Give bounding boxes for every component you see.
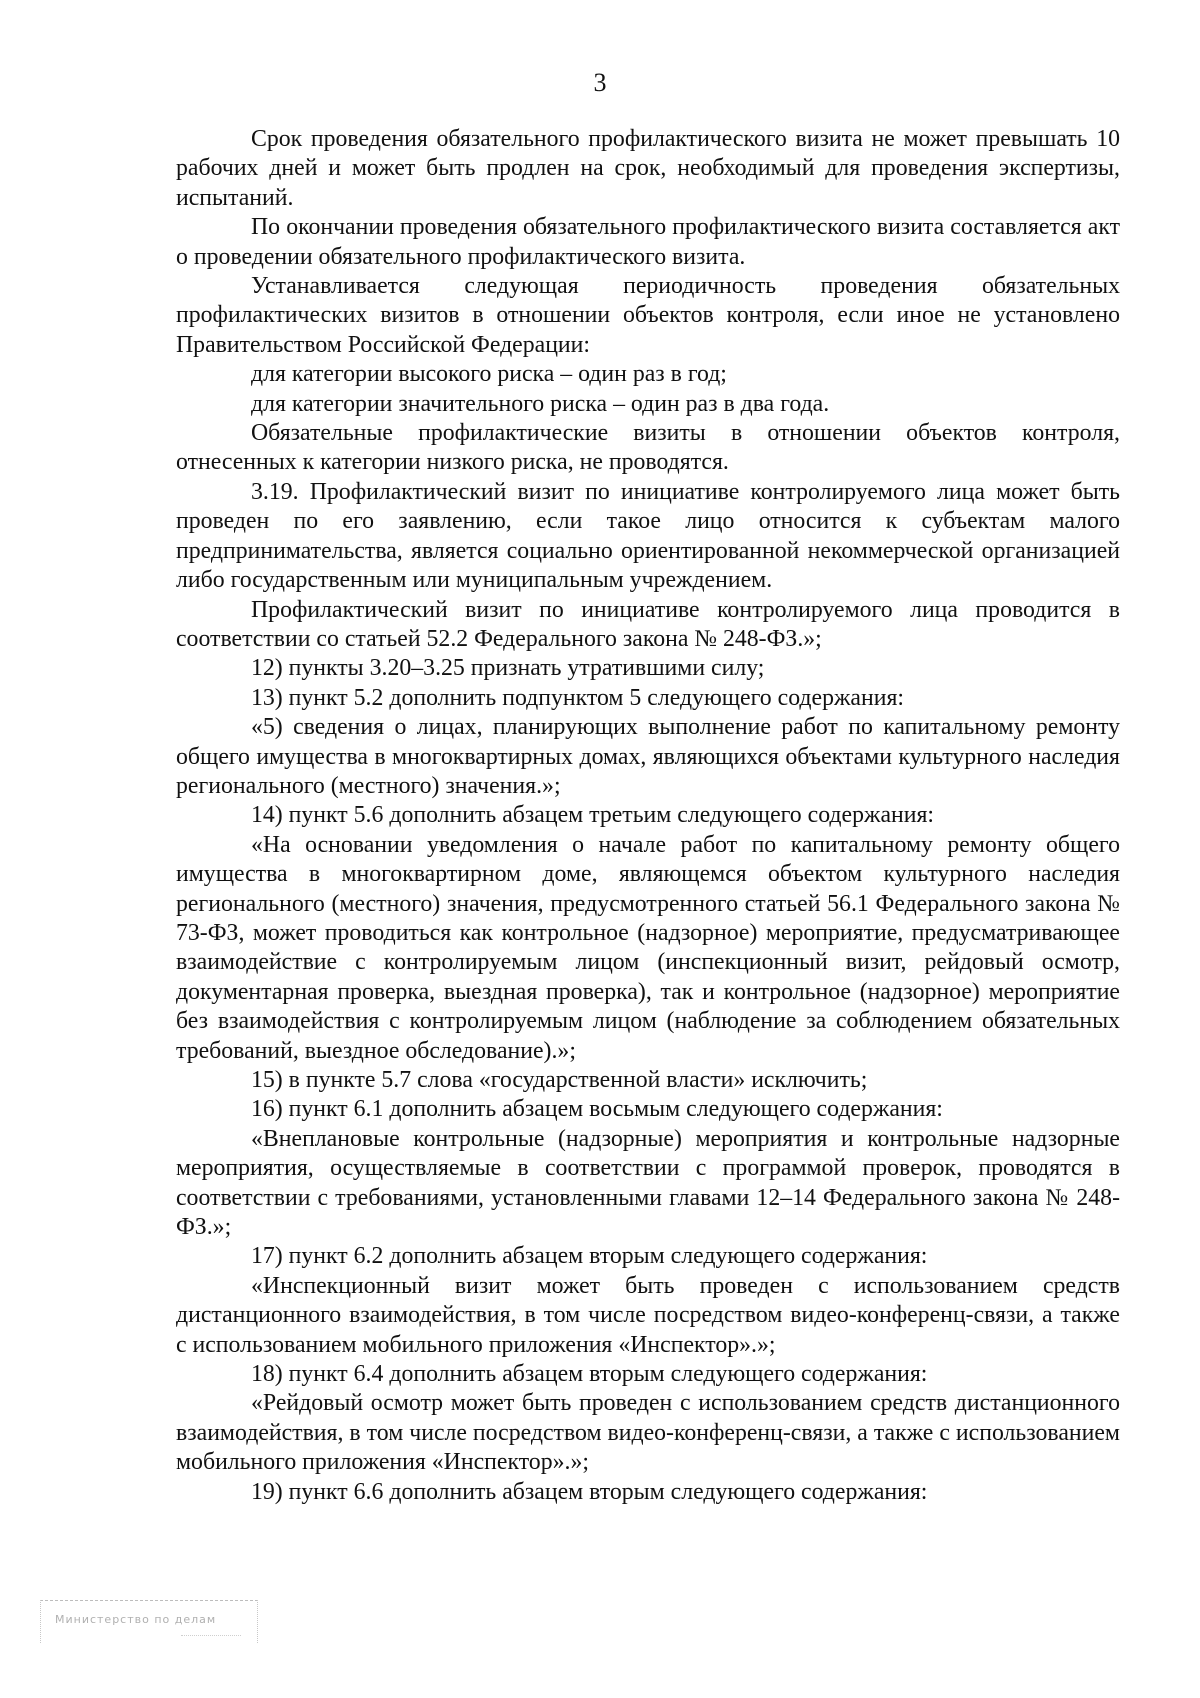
stamp-text: Министерство по делам xyxy=(55,1613,217,1626)
paragraph: «Инспекционный визит может быть проведен с использованием средств дистанционного взаимодействия, в том числе посредством видео-конференц-связи, а также с использованием мобильного приложения «Инспектор».»; xyxy=(176,1272,1120,1358)
paragraph: 14) пункт 5.6 дополнить абзацем третьим следующего содержания: xyxy=(251,802,935,829)
paragraph: «Внеплановые контрольные (надзорные) мероприятия и контрольные надзорные мероприятия, осуществляемые в соответствии с программой проверок, проводятся в соответствии с требованиями, установленными главами 12–14 Федерального закона № 248-ФЗ.»; xyxy=(176,1125,1120,1241)
paragraph: Профилактический визит по инициативе контролируемого лица проводится в соответствии со статьей 52.2 Федерального закона № 248-ФЗ.»; xyxy=(176,596,1120,652)
paragraph: для категории высокого риска – один раз в год; xyxy=(251,361,727,388)
page-number: 3 xyxy=(593,68,607,97)
paragraph: Устанавливается следующая периодичность проведения обязательных профилактических визитов в отношении объектов контроля, если иное не установлено Правительством Российской Федерации: xyxy=(176,273,1120,358)
paragraph: По окончании проведения обязательного профилактического визита составляется акт о проведении обязательного профилактического визита. xyxy=(176,214,1120,270)
paragraph: 3.19. Профилактический визит по инициативе контролируемого лица может быть проведен по его заявлению, если такое лицо относится к субъектам малого предпринимательства, является социально ориентированной некоммерческой организацией либо государственным или муниципальным учреждением. xyxy=(176,478,1120,594)
paragraph: 16) пункт 6.1 дополнить абзацем восьмым следующего содержания: xyxy=(251,1096,943,1123)
paragraph: «На основании уведомления о начале работ по капитальному ремонту общего имущества в многоквартирном доме, являющемся объектом культурного наследия регионального (местного) значения, предусмотренного статьей 56.1 Федерального закона № 73-ФЗ, может проводиться как контрольное (надзорное) мероприятие, предусматривающее взаимодействие с контролируемым лицом (инспекционный визит, рейдовый осмотр, документарная проверка, выездная проверка), так и контрольное (надзорное) мероприятие без взаимодействия с контролируемым лицом (наблюдение за соблюдением обязательных требований, выездное обследование).»; xyxy=(176,831,1120,1064)
paragraph: 12) пункты 3.20–3.25 признать утратившими силу; xyxy=(251,655,765,682)
document-body xyxy=(176,125,1120,1507)
paragraph: Срок проведения обязательного профилактического визита не может превышать 10 рабочих дней и может быть продлен на срок, необходимый для проведения экспертизы, испытаний. xyxy=(176,126,1120,211)
paragraph: «5) сведения о лицах, планирующих выполнение работ по капитальному ремонту общего имущества в многоквартирных домах, являющихся объектами культурного наследия регионального (местного) значения.»; xyxy=(176,714,1120,799)
paragraph: 15) в пункте 5.7 слова «государственной власти» исключить; xyxy=(251,1067,868,1093)
paragraph: 17) пункт 6.2 дополнить абзацем вторым следующего содержания: xyxy=(251,1243,928,1270)
paragraph: 19) пункт 6.6 дополнить абзацем вторым следующего содержания: xyxy=(251,1478,928,1505)
paragraph: 13) пункт 5.2 дополнить подпунктом 5 следующего содержания: xyxy=(251,684,905,711)
stamp-divider xyxy=(181,1629,241,1636)
paragraph: для категории значительного риска – один раз в два года. xyxy=(251,390,830,417)
paragraph: 18) пункт 6.4 дополнить абзацем вторым следующего содержания: xyxy=(251,1361,928,1388)
paragraph: Обязательные профилактические визиты в отношении объектов контроля, отнесенных к категории низкого риска, не проводятся. xyxy=(176,420,1120,476)
paragraph: «Рейдовый осмотр может быть проведен с использованием средств дистанционного взаимодействия, в том числе посредством видео-конференц-связи, а также с использованием мобильного приложения «Инспектор».»; xyxy=(176,1390,1120,1476)
document-stamp xyxy=(40,1600,258,1643)
